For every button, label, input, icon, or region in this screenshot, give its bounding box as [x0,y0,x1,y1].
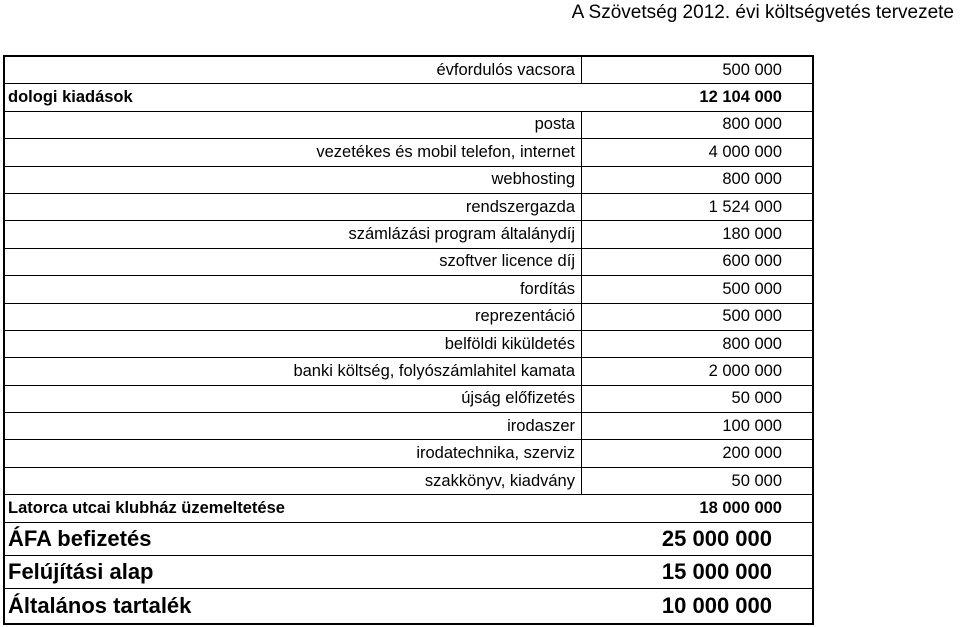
table-row [5,139,812,166]
row-value: 1 524 000 [708,197,782,216]
row-label: Általános tartalék [8,593,192,619]
row-label: belföldi kiküldetés [444,334,575,353]
column-divider [581,194,582,220]
table-row [5,167,812,194]
table-row [5,249,812,276]
column-divider [581,440,582,466]
row-value: 800 000 [722,115,782,134]
table-row [5,112,812,139]
column-divider [581,413,582,439]
table-row [5,413,812,440]
row-label: Latorca utcai klubház üzemeltetése [8,498,285,517]
row-value: 600 000 [722,252,782,271]
table-row-category [5,495,812,522]
column-divider [581,304,582,330]
row-value: 500 000 [722,279,782,298]
table-row-total [5,523,812,556]
row-label: újság előfizetés [461,389,575,408]
row-value: 4 000 000 [708,142,782,161]
row-label: posta [534,115,575,134]
table-row [5,304,812,331]
table-row [5,194,812,221]
row-value: 18 000 000 [699,498,782,517]
table-row [5,276,812,303]
row-label: banki költség, folyószámlahitel kamata [293,361,575,380]
row-label: fordítás [519,279,575,298]
column-divider [581,167,582,193]
table-row [5,358,812,385]
table-row [5,468,812,495]
row-label: Felújítási alap [8,559,154,585]
table-row-total [5,556,812,589]
row-label: számlázási program általánydíj [348,225,575,244]
table-row [5,440,812,467]
column-divider [581,57,582,83]
column-divider [581,331,582,357]
row-label: vezetékes és mobil telefon, internet [316,142,575,161]
row-value: 50 000 [731,471,782,490]
row-value: 500 000 [722,60,782,79]
row-value: 15 000 000 [661,559,772,585]
row-label: évfordulós vacsora [436,60,575,79]
row-value: 200 000 [722,444,782,463]
row-value: 50 000 [731,389,782,408]
table-row [5,221,812,248]
column-divider [581,276,582,302]
row-label: irodaszer [507,416,575,435]
row-label: dologi kiadások [8,88,133,107]
table-row-total [5,589,812,622]
column-divider [581,468,582,494]
table-row-category [5,84,812,111]
row-label: rendszergazda [465,197,575,216]
row-value: 2 000 000 [708,361,782,380]
table-row [5,57,812,84]
row-label: ÁFA befizetés [8,525,152,551]
row-value: 25 000 000 [661,525,772,551]
row-value: 180 000 [722,225,782,244]
row-label: szakkönyv, kiadvány [424,471,575,490]
page-title: A Szövetség 2012. évi költségvetés tervezete [571,2,954,23]
budget-table [3,55,814,625]
row-label: reprezentáció [475,307,575,326]
row-value: 12 104 000 [699,88,782,107]
column-divider [581,139,582,165]
table-row [5,331,812,358]
column-divider [581,358,582,384]
row-value: 100 000 [722,416,782,435]
row-value: 500 000 [722,307,782,326]
row-value: 800 000 [722,170,782,189]
column-divider [581,249,582,275]
column-divider [581,112,582,138]
table-row [5,386,812,413]
row-value: 10 000 000 [661,593,772,619]
row-label: szoftver licence díj [439,252,575,271]
column-divider [581,386,582,412]
row-value: 800 000 [722,334,782,353]
row-label: webhosting [491,170,575,189]
row-label: irodatechnika, szerviz [416,444,575,463]
column-divider [581,221,582,247]
